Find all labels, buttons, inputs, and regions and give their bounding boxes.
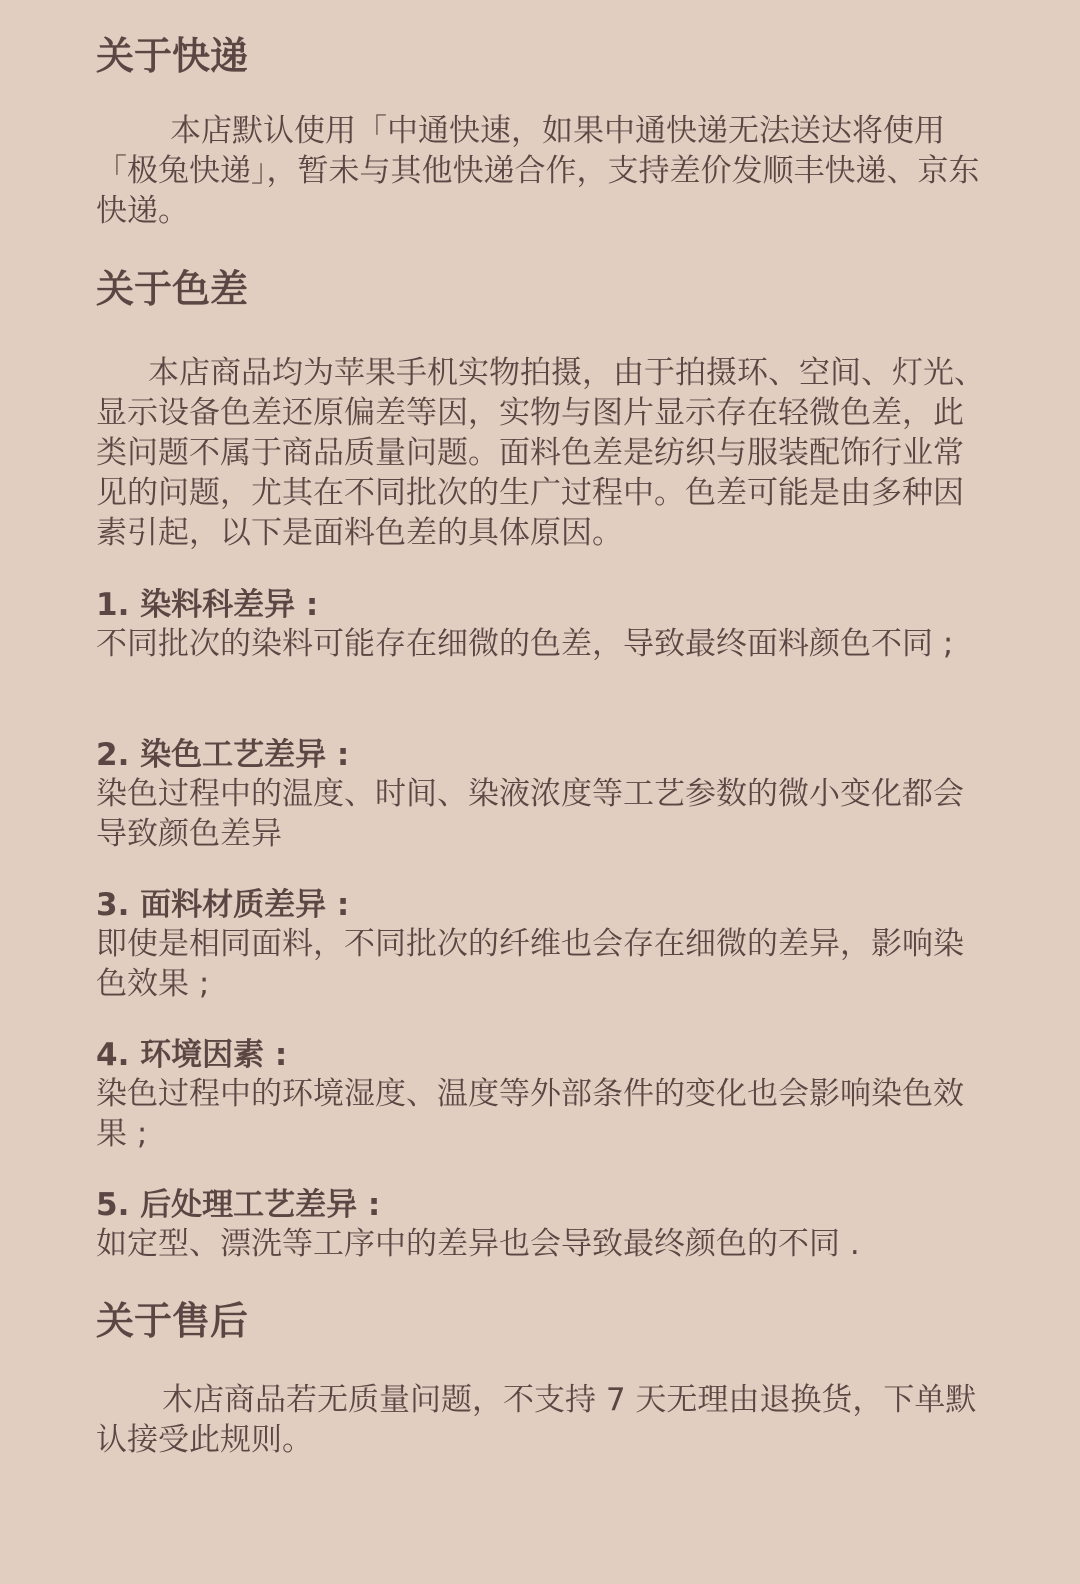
color-reason-text: 如定型、漂洗等工序中的差异也会导致最终颜色的不同 . (96, 1226, 860, 1262)
color-reason-text: 染色过程中的环境湿度、温度等外部条件的变化也会影响染色效果 ; (96, 1076, 964, 1152)
color-reason-item-2 (96, 736, 986, 854)
delivery-section-text: 本店默认使用「中通快速，如果中通快递无法送达将使用「极兔快递」，暂未与其他快递合作，支持差价发顺丰快递、京东快递。 (96, 113, 980, 229)
color-reason-title: 2. 染色工艺差异 : (96, 737, 350, 773)
color-section-intro: 本店商品均为苹果手机实物拍摄，由于拍摄环、空间、灯光、显示设备色差还原偏差等因，实物与图片显示存在轻微色差，此类问题不属于商品质量问题。面料色差是纺织与服装配饰行业常见的问题，尤其在不同批次的生广过程中。色差可能是由多种因素引起，以下是面料色差的具体原因。 (96, 355, 985, 551)
color-reason-item-4 (96, 1036, 986, 1154)
color-reason-title: 5. 后处理工艺差异 : (96, 1187, 381, 1223)
color-reason-title: 1. 染料科差异 : (96, 587, 319, 623)
aftersale-section-title: 关于售后 (96, 1299, 249, 1343)
color-reason-title: 4. 环境因素 : (96, 1037, 288, 1073)
color-reason-item-3 (96, 886, 986, 1004)
color-reason-title: 3. 面料材质差异 : (96, 887, 350, 923)
delivery-section-title: 关于快递 (96, 34, 249, 78)
aftersale-section-text: 木店商品若无质量问题，不支持 7 天无理由退换货，下单默认接受此规则。 (96, 1382, 977, 1458)
color-reason-text: 不同批次的染料可能存在细微的色差，导致最终面料颜色不同 ; (96, 626, 954, 662)
color-section-title: 关于色差 (96, 267, 249, 311)
color-reason-text: 即使是相同面料，不同批次的纤维也会存在细微的差异，影响染色效果 ; (96, 926, 964, 1002)
color-reason-text: 染色过程中的温度、时间、染液浓度等工艺参数的微小变化都会导致颜色差异 (96, 776, 964, 852)
color-reason-item-1 (96, 586, 986, 664)
color-reason-item-5 (96, 1186, 986, 1264)
